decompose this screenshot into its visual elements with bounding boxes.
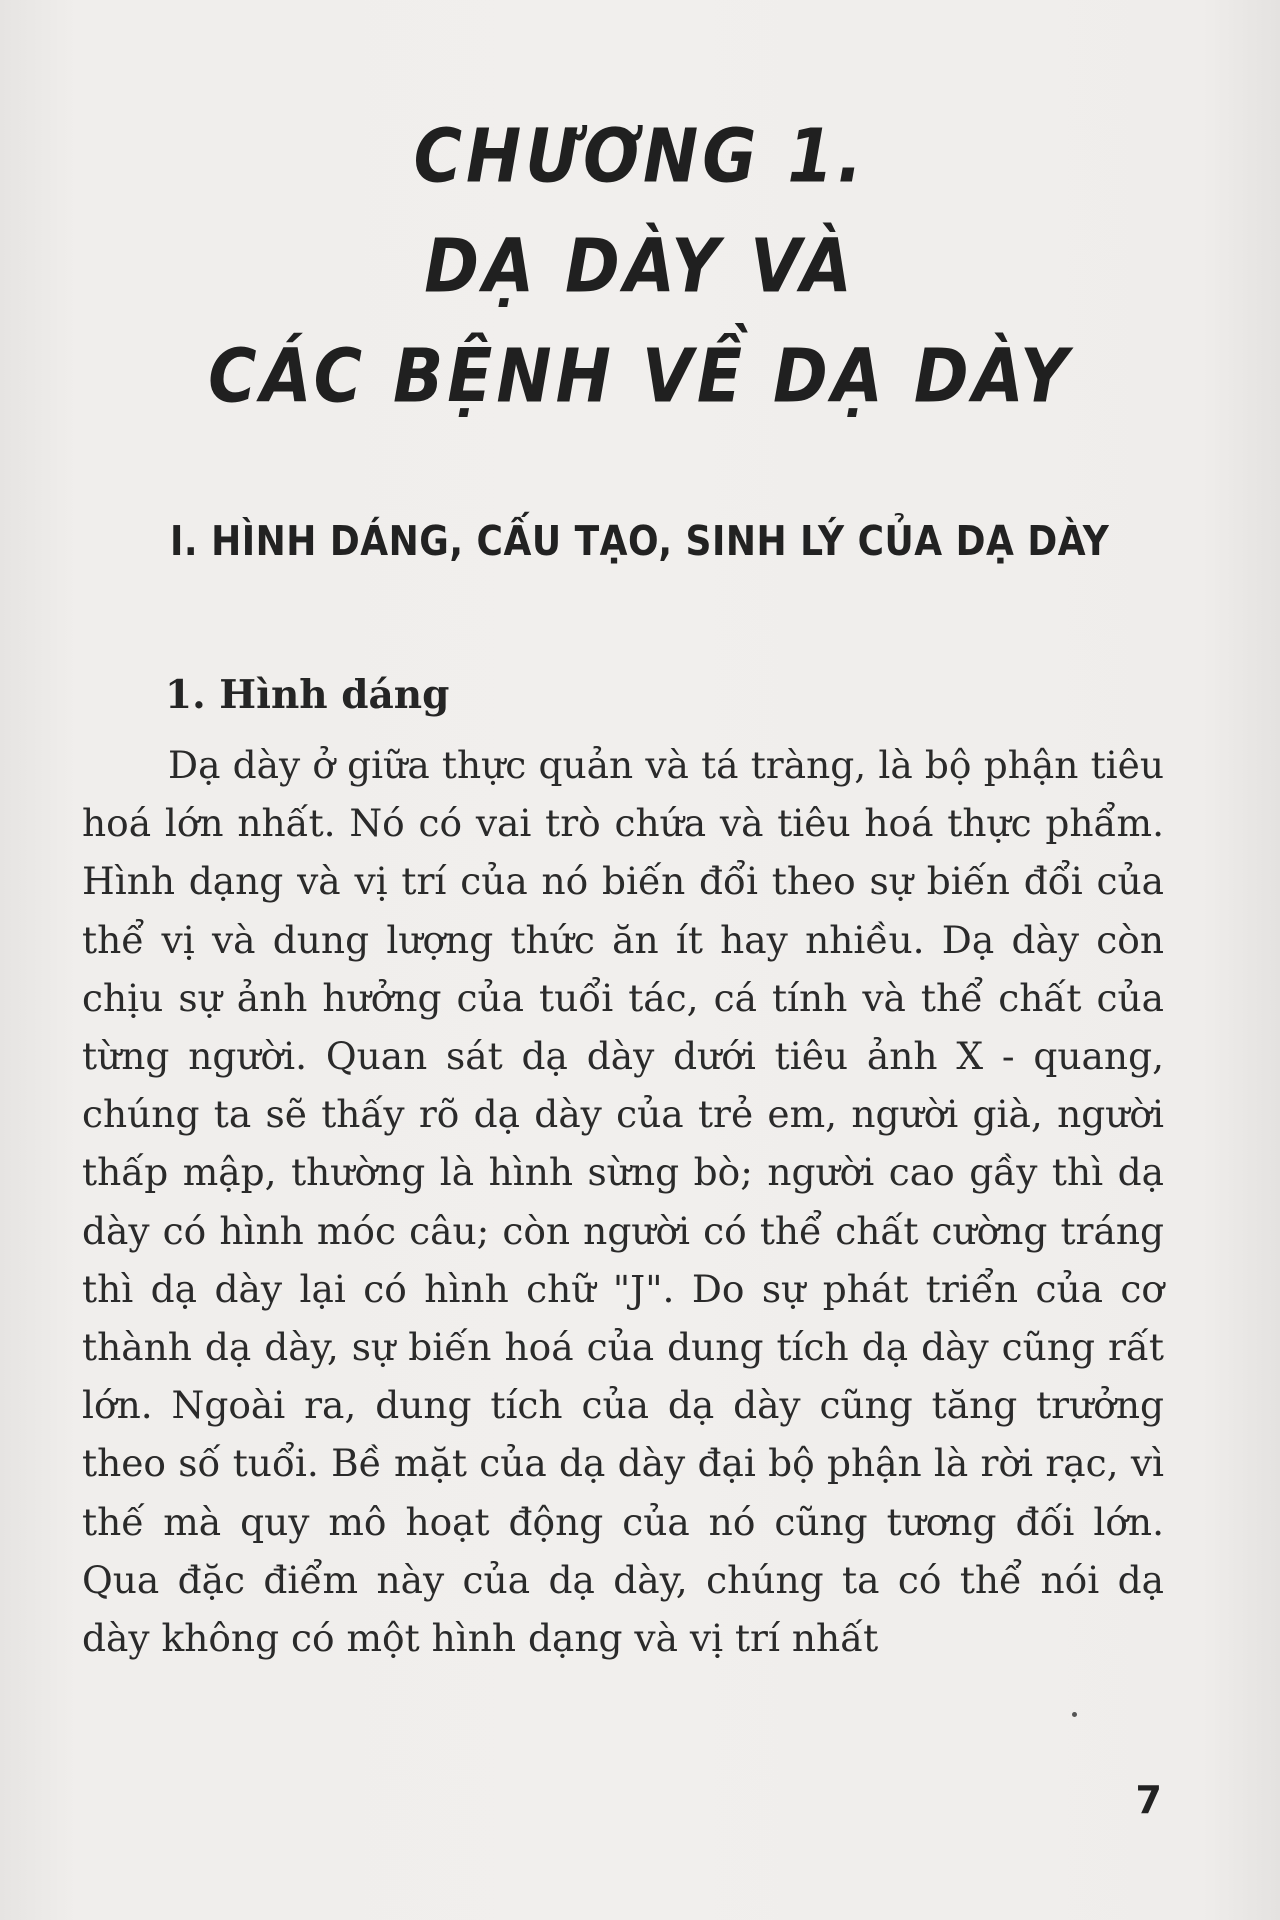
chapter-title-line-2: CÁC BỆNH VỀ DẠ DÀY [208,333,1072,420]
body-paragraph: Dạ dày ở giữa thực quản và tá tràng, là bộ phận tiêu hoá lớn nhất. Nó có vai trò chứa và tiêu hoá thực phẩm. Hình dạng và vị trí của nó biến đổi theo sự biến đổi của thể vị và dung lượng thức ăn ít hay nhiều. Dạ dày còn chịu sự ảnh hưởng của tuổi tác, cá tính và thể chất của từng người. Quan sát dạ dày dưới tiêu ảnh X - quang, chúng ta sẽ thấy rõ dạ dày của trẻ em, người già, người thấp mập, thường là hình sừng bò; người cao gầy thì dạ dày có hình móc câu; còn người có thể chất cường tráng thì dạ dày lại có hình chữ "J". Do sự phát triển của cơ thành dạ dày, sự biến hoá của dung tích dạ dày cũng rất lớn. Ngoài ra, dung tích của dạ dày cũng tăng trưởng theo số tuổi. Bề mặt của dạ dày đại bộ phận là rời rạc, vì thế mà quy mô hoạt động của nó cũng tương đối lớn. Qua đặc điểm này của dạ dày, chúng ta có thể nói dạ dày không có một hình dạng và vị trí nhất [82,743,1164,1661]
section-heading: I. HÌNH DÁNG, CẤU TẠO, SINH LÝ CỦA DẠ DÀY [170,518,1110,566]
chapter-title-line-1: DẠ DÀY VÀ [424,223,856,310]
print-speck [1072,1712,1077,1717]
page-number: 7 [1135,1778,1162,1822]
subsection-heading: 1. Hình dáng [165,672,450,718]
chapter-number: CHƯƠNG 1. [413,113,867,200]
